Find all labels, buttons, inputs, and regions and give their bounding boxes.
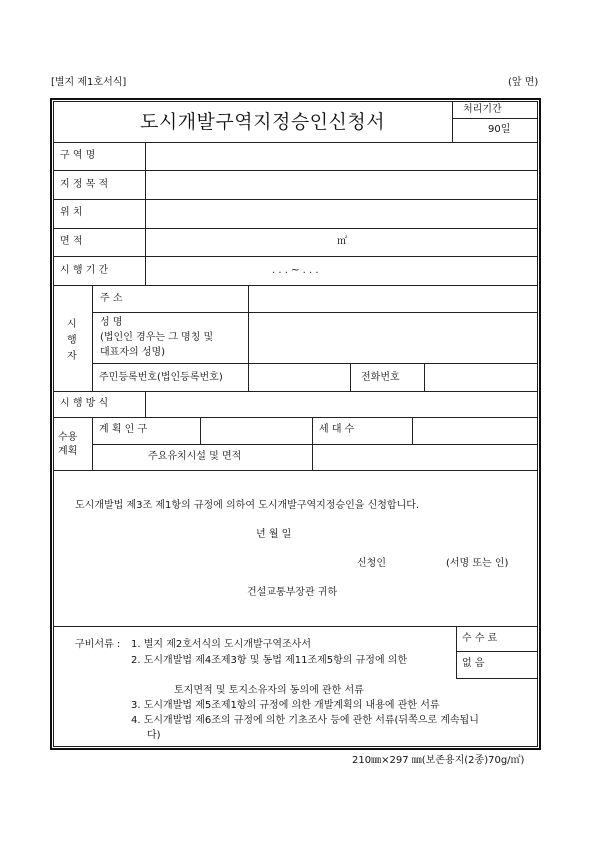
document-item: 토지면적 및 토지소유자의 동의에 관한 서류 bbox=[174, 685, 364, 696]
page-side-label: (앞 면) bbox=[508, 77, 539, 88]
document-item: 3. 도시개발법 제5조제1항의 규정에 의한 개발계획의 내용에 관한 서류 bbox=[131, 700, 440, 711]
households-label: 세 대 수 bbox=[319, 424, 355, 435]
form-number-label: [별지 제1호서식] bbox=[51, 77, 127, 88]
fee-value: 없 음 bbox=[462, 658, 485, 669]
resident-number-label: 주민등록번호(법인등록번호) bbox=[99, 372, 223, 383]
document-item: 4. 도시개발법 제6조의 규정에 의한 기초조사 등에 관한 서류(뒤쪽으로 계속됩니 bbox=[131, 715, 479, 726]
phone-label: 전화번호 bbox=[361, 372, 400, 383]
form-title: 도시개발구역지정승인신청서 bbox=[140, 111, 386, 133]
addressee: 건설교통부장관 귀하 bbox=[247, 587, 338, 598]
document-item: 1. 별지 제2호서식의 도시개발구역조사서 bbox=[131, 639, 311, 650]
implementation-method-label: 시 행 방 식 bbox=[60, 398, 109, 409]
implementer-label-3: 자 bbox=[67, 351, 77, 362]
implementation-period-label: 시 행 기 간 bbox=[60, 265, 109, 276]
accommodation-label-1: 수용 bbox=[58, 432, 78, 443]
area-unit: ㎡ bbox=[337, 236, 347, 247]
area-label: 면 적 bbox=[60, 236, 83, 247]
name-label-line1: 성 명 bbox=[100, 317, 123, 328]
name-label-line2: (법인인 경우는 그 명칭 및 bbox=[100, 332, 214, 343]
designation-purpose-label: 지 정 목 적 bbox=[60, 179, 109, 190]
document-item: 다) bbox=[147, 730, 161, 741]
implementer-label-2: 행 bbox=[67, 335, 77, 346]
accommodation-label-2: 계획 bbox=[58, 446, 78, 457]
fee-label: 수 수 료 bbox=[462, 633, 498, 644]
application-statement: 도시개발법 제3조 제1항의 규정에 의하여 도시개발구역지정승인을 신청합니다. bbox=[75, 500, 420, 511]
location-label: 위 치 bbox=[60, 207, 83, 218]
name-label-line3: 대표자의 성명) bbox=[100, 347, 166, 358]
signature-label: (서명 또는 인) bbox=[446, 558, 509, 569]
implementation-period-dates: . . . ~ . . . bbox=[272, 265, 319, 276]
applicant-label: 신청인 bbox=[357, 558, 386, 569]
implementer-label-1: 시 bbox=[67, 319, 77, 330]
document-item: 2. 도시개발법 제4조제3항 및 동법 제11조제5항의 규정에 의한 bbox=[131, 655, 408, 666]
planned-population-label: 계 획 인 구 bbox=[99, 424, 148, 435]
paper-spec: 210㎜×297 ㎜(보존용지(2종)70g/㎡) bbox=[352, 755, 525, 766]
address-label: 주 소 bbox=[100, 293, 123, 304]
date-line: 년 월 일 bbox=[256, 529, 292, 540]
main-facilities-label: 주요유치시설 및 면적 bbox=[148, 451, 242, 462]
processing-period-value: 90일 bbox=[488, 124, 511, 135]
district-name-label: 구 역 명 bbox=[60, 150, 96, 161]
processing-period-label: 처리기간 bbox=[463, 104, 502, 115]
documents-label: 구비서류 : bbox=[75, 639, 121, 650]
